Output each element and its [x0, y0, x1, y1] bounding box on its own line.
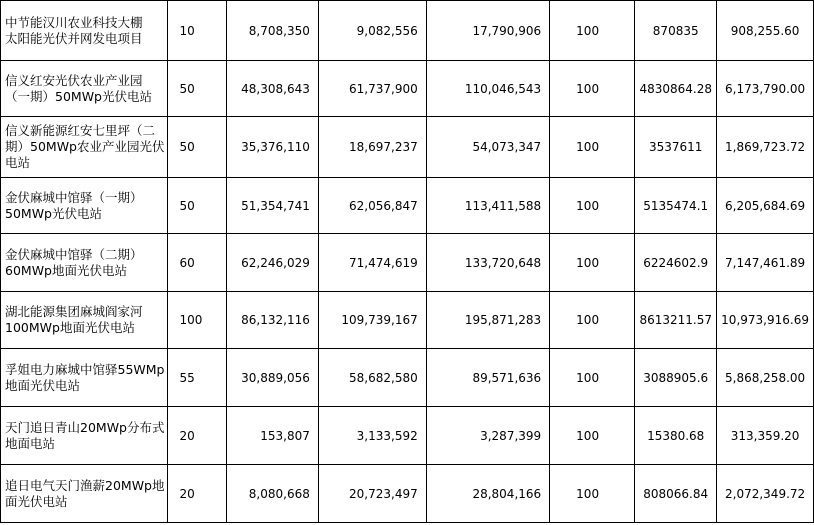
capacity-cell: 60 [167, 234, 227, 292]
table-body [1, 1, 814, 523]
percent-cell: 100 [550, 1, 635, 61]
value-b-cell: 58,682,580 [318, 349, 426, 407]
table-row [1, 117, 814, 178]
value-b-cell: 3,133,592 [318, 407, 426, 465]
project-name-cell: 孚姐电力麻城中馆驿55WMp 地面光伏电站 [1, 349, 168, 407]
project-name-cell: 信义红安光伏农业产业园 （一期）50MWp光伏电站 [1, 61, 168, 117]
capacity-cell: 20 [167, 407, 227, 465]
percent-cell: 100 [550, 61, 635, 117]
table-row [1, 292, 814, 349]
total-cell: 3,287,399 [426, 407, 549, 465]
percent-cell: 100 [550, 465, 635, 523]
capacity-cell: 55 [167, 349, 227, 407]
value-a-cell: 8,080,668 [227, 465, 319, 523]
value-f-cell: 3088905.6 [635, 349, 717, 407]
table-row [1, 61, 814, 117]
value-f-cell: 15380.68 [635, 407, 717, 465]
value-a-cell: 86,132,116 [227, 292, 319, 349]
value-g-cell: 10,973,916.69 [717, 292, 814, 349]
project-name-cell: 追日电气天门渔薪20MWp地 面光伏电站 [1, 465, 168, 523]
capacity-cell: 50 [167, 178, 227, 234]
value-g-cell: 6,173,790.00 [717, 61, 814, 117]
value-g-cell: 313,359.20 [717, 407, 814, 465]
capacity-cell: 50 [167, 61, 227, 117]
total-cell: 28,804,166 [426, 465, 549, 523]
percent-cell: 100 [550, 349, 635, 407]
value-f-cell: 808066.84 [635, 465, 717, 523]
total-cell: 54,073,347 [426, 117, 549, 178]
value-b-cell: 20,723,497 [318, 465, 426, 523]
value-a-cell: 153,807 [227, 407, 319, 465]
value-a-cell: 30,889,056 [227, 349, 319, 407]
table-row [1, 465, 814, 523]
project-name-cell: 中节能汉川农业科技大棚 太阳能光伏并网发电项目 [1, 1, 168, 61]
project-name-cell: 天门追日青山20MWp分布式 地面电站 [1, 407, 168, 465]
value-f-cell: 6224602.9 [635, 234, 717, 292]
table-row [1, 234, 814, 292]
value-b-cell: 71,474,619 [318, 234, 426, 292]
value-g-cell: 1,869,723.72 [717, 117, 814, 178]
table-row [1, 1, 814, 61]
percent-cell: 100 [550, 234, 635, 292]
total-cell: 17,790,906 [426, 1, 549, 61]
total-cell: 195,871,283 [426, 292, 549, 349]
project-name-cell: 金伏麻城中馆驿（一期） 50MWp光伏电站 [1, 178, 168, 234]
percent-cell: 100 [550, 178, 635, 234]
value-f-cell: 5135474.1 [635, 178, 717, 234]
value-b-cell: 109,739,167 [318, 292, 426, 349]
total-cell: 113,411,588 [426, 178, 549, 234]
capacity-cell: 20 [167, 465, 227, 523]
capacity-cell: 50 [167, 117, 227, 178]
table-row [1, 349, 814, 407]
value-f-cell: 4830864.28 [635, 61, 717, 117]
value-b-cell: 9,082,556 [318, 1, 426, 61]
value-g-cell: 5,868,258.00 [717, 349, 814, 407]
capacity-cell: 10 [167, 1, 227, 61]
table-row [1, 178, 814, 234]
value-b-cell: 62,056,847 [318, 178, 426, 234]
capacity-cell: 100 [167, 292, 227, 349]
total-cell: 110,046,543 [426, 61, 549, 117]
value-g-cell: 2,072,349.72 [717, 465, 814, 523]
project-name-cell: 金伏麻城中馆驿（二期） 60MWp地面光伏电站 [1, 234, 168, 292]
value-g-cell: 7,147,461.89 [717, 234, 814, 292]
value-f-cell: 3537611 [635, 117, 717, 178]
total-cell: 133,720,648 [426, 234, 549, 292]
value-a-cell: 8,708,350 [227, 1, 319, 61]
percent-cell: 100 [550, 407, 635, 465]
value-a-cell: 48,308,643 [227, 61, 319, 117]
project-name-cell: 湖北能源集团麻城阎家河 100MWp地面光伏电站 [1, 292, 168, 349]
percent-cell: 100 [550, 292, 635, 349]
table-row [1, 407, 814, 465]
value-g-cell: 908,255.60 [717, 1, 814, 61]
value-a-cell: 35,376,110 [227, 117, 319, 178]
value-f-cell: 8613211.57 [635, 292, 717, 349]
project-name-cell: 信义新能源红安七里坪（二 期）50MWp农业产业园光伏 电站 [1, 117, 168, 178]
value-f-cell: 870835 [635, 1, 717, 61]
value-b-cell: 18,697,237 [318, 117, 426, 178]
value-a-cell: 51,354,741 [227, 178, 319, 234]
value-g-cell: 6,205,684.69 [717, 178, 814, 234]
total-cell: 89,571,636 [426, 349, 549, 407]
value-b-cell: 61,737,900 [318, 61, 426, 117]
percent-cell: 100 [550, 117, 635, 178]
value-a-cell: 62,246,029 [227, 234, 319, 292]
